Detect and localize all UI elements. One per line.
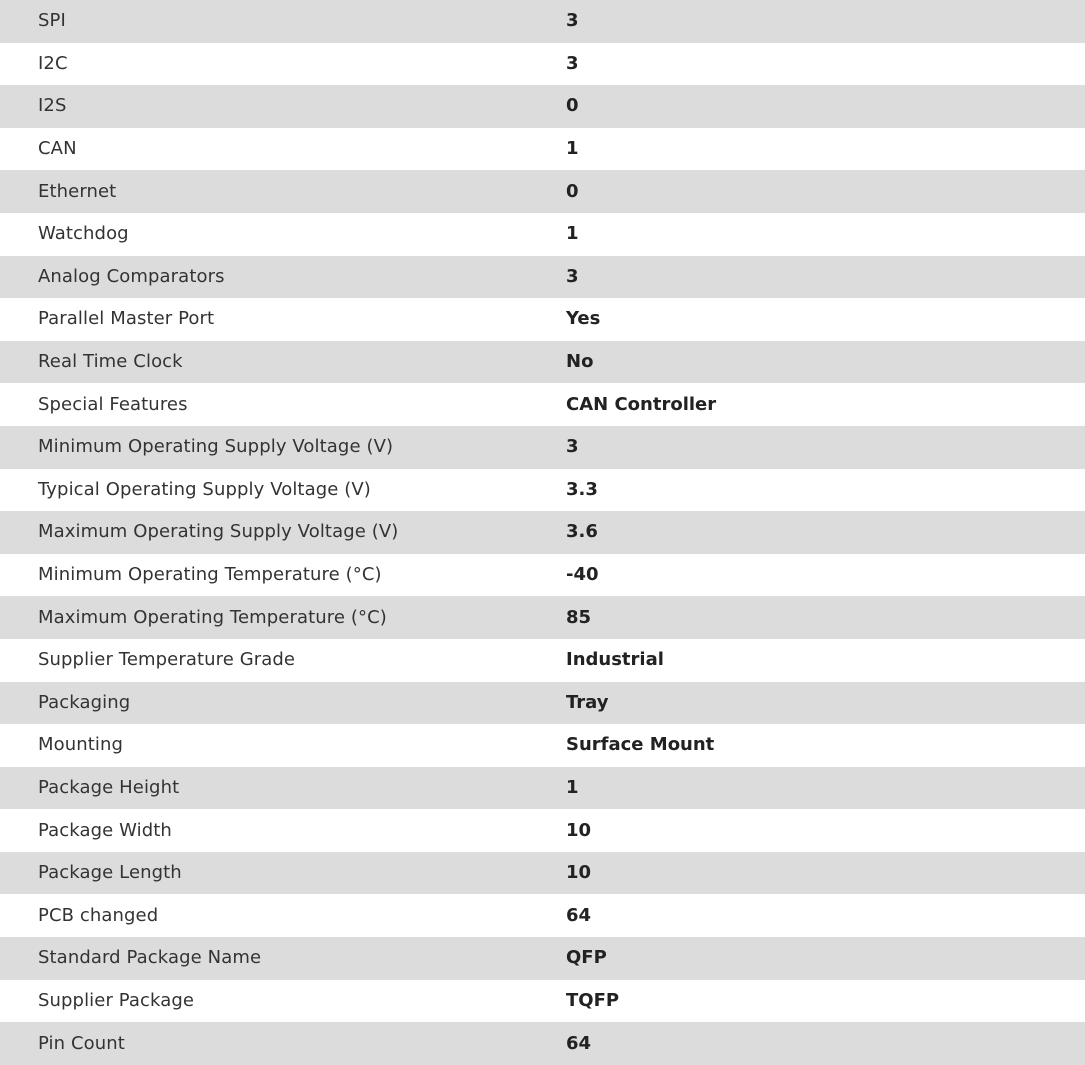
spec-label: Pin Count — [0, 1022, 566, 1065]
spec-value: 3 — [566, 43, 1085, 86]
spec-row-can — [0, 128, 1085, 171]
spec-label: Supplier Temperature Grade — [0, 639, 566, 682]
spec-label: I2C — [0, 43, 566, 86]
spec-row-spi — [0, 0, 1085, 43]
spec-row-packaging — [0, 682, 1085, 725]
spec-label: Standard Package Name — [0, 937, 566, 980]
spec-value: TQFP — [566, 980, 1085, 1023]
spec-label: Package Length — [0, 852, 566, 895]
spec-row-supplier-package — [0, 980, 1085, 1023]
spec-row-min-operating-temperature — [0, 554, 1085, 597]
spec-value: 1 — [566, 128, 1085, 171]
spec-row-package-length — [0, 852, 1085, 895]
spec-row-mounting — [0, 724, 1085, 767]
spec-value: 3 — [566, 256, 1085, 299]
spec-row-watchdog — [0, 213, 1085, 256]
spec-row-supplier-temperature-grade — [0, 639, 1085, 682]
spec-label: Package Width — [0, 809, 566, 852]
spec-value: 3 — [566, 426, 1085, 469]
spec-value: Yes — [566, 298, 1085, 341]
spec-row-ethernet — [0, 170, 1085, 213]
spec-label: Packaging — [0, 682, 566, 725]
spec-value: 85 — [566, 596, 1085, 639]
spec-label: Minimum Operating Temperature (°C) — [0, 554, 566, 597]
spec-row-max-operating-temperature — [0, 596, 1085, 639]
spec-row-parallel-master-port — [0, 298, 1085, 341]
spec-row-max-supply-voltage — [0, 511, 1085, 554]
spec-row-package-width — [0, 809, 1085, 852]
spec-row-analog-comparators — [0, 256, 1085, 299]
spec-label: Special Features — [0, 383, 566, 426]
spec-value: 10 — [566, 852, 1085, 895]
spec-label: PCB changed — [0, 894, 566, 937]
spec-value: Industrial — [566, 639, 1085, 682]
spec-value: QFP — [566, 937, 1085, 980]
spec-label: Typical Operating Supply Voltage (V) — [0, 469, 566, 512]
spec-value: 0 — [566, 85, 1085, 128]
spec-label: Mounting — [0, 724, 566, 767]
spec-row-standard-package-name — [0, 937, 1085, 980]
spec-row-special-features — [0, 383, 1085, 426]
spec-value: 1 — [566, 213, 1085, 256]
spec-value: Tray — [566, 682, 1085, 725]
spec-row-package-height — [0, 767, 1085, 810]
spec-value: 3.3 — [566, 469, 1085, 512]
spec-value: 64 — [566, 894, 1085, 937]
spec-value: -40 — [566, 554, 1085, 597]
spec-value: 0 — [566, 170, 1085, 213]
spec-value: 10 — [566, 809, 1085, 852]
spec-label: CAN — [0, 128, 566, 171]
spec-label: Supplier Package — [0, 980, 566, 1023]
spec-label: Real Time Clock — [0, 341, 566, 384]
spec-label: Watchdog — [0, 213, 566, 256]
spec-label: I2S — [0, 85, 566, 128]
spec-row-real-time-clock — [0, 341, 1085, 384]
spec-value: CAN Controller — [566, 383, 1085, 426]
spec-row-i2c — [0, 43, 1085, 86]
spec-value: 64 — [566, 1022, 1085, 1065]
spec-label: Ethernet — [0, 170, 566, 213]
spec-row-i2s — [0, 85, 1085, 128]
spec-value: Surface Mount — [566, 724, 1085, 767]
spec-value: 3 — [566, 0, 1085, 43]
spec-row-pcb-changed — [0, 894, 1085, 937]
spec-label: SPI — [0, 0, 566, 43]
spec-row-min-supply-voltage — [0, 426, 1085, 469]
spec-label: Analog Comparators — [0, 256, 566, 299]
spec-label: Parallel Master Port — [0, 298, 566, 341]
spec-value: No — [566, 341, 1085, 384]
spec-row-pin-count — [0, 1022, 1085, 1065]
spec-row-typical-supply-voltage — [0, 469, 1085, 512]
spec-label: Maximum Operating Temperature (°C) — [0, 596, 566, 639]
spec-value: 1 — [566, 767, 1085, 810]
spec-value: 3.6 — [566, 511, 1085, 554]
spec-label: Package Height — [0, 767, 566, 810]
spec-label: Maximum Operating Supply Voltage (V) — [0, 511, 566, 554]
spec-label: Minimum Operating Supply Voltage (V) — [0, 426, 566, 469]
